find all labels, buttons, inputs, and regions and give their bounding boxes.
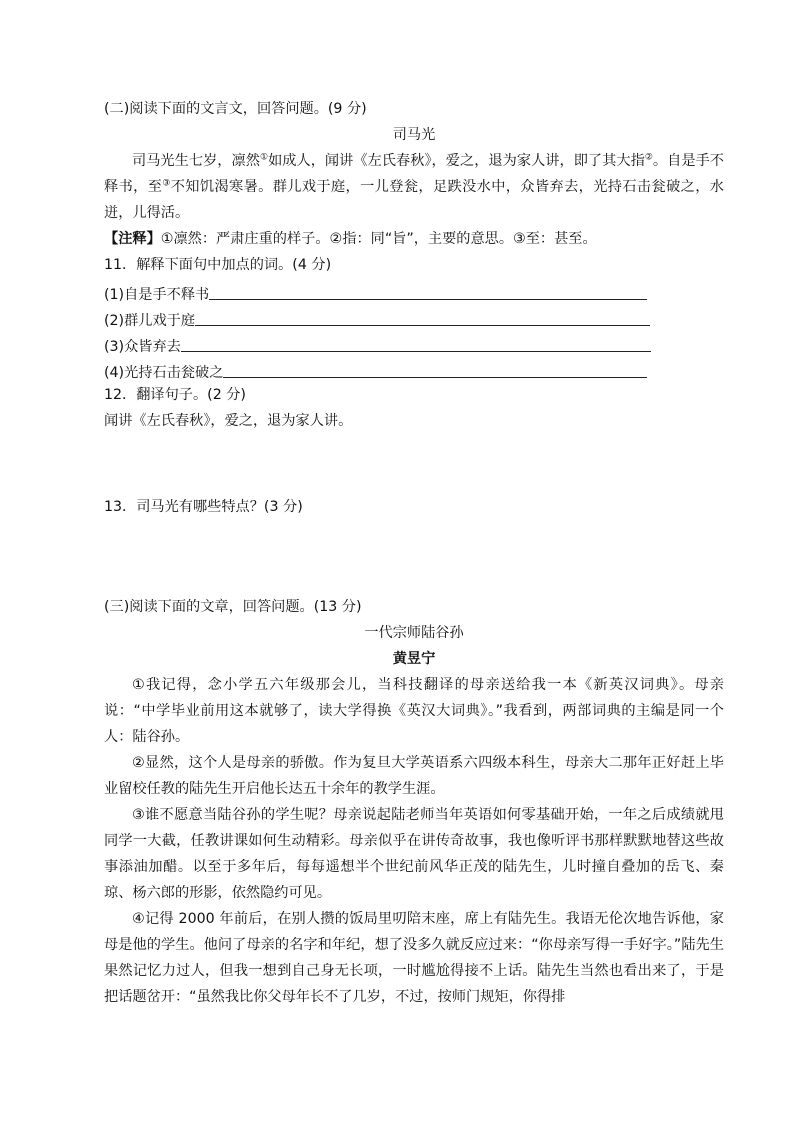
question-11: 11．解释下面句中加点的词。(4 分): [104, 257, 332, 273]
modern-passage: [104, 672, 724, 1010]
passage-paragraph: ③谁不愿意当陆谷孙的学生呢？母亲说起陆老师当年英语如何零基础开始，一年之后成绩就甩同学一大截，任教讲课如何生动精彩。母亲似乎在讲传奇故事，我也像听评书那样默默地替这些故事添油加醋。以至于多年后，每每遥想半个世纪前风华正茂的陆先生，儿时撞自叠加的岳飞、秦琼、杨六郎的形影，依然隐约可见。: [104, 807, 724, 901]
question-12: 12．翻译句子。(2 分): [104, 387, 246, 403]
passage-text: 瓮破之，水迸，儿得活。: [104, 179, 724, 221]
passage-text: 。自: [652, 153, 682, 169]
section3-author: 黄昱宁: [392, 651, 436, 667]
classical-passage: [104, 148, 724, 226]
passage-text: 是手不释书，至: [104, 153, 724, 195]
section2-heading: (二)阅读下面的文言文，回答问题。(9 分): [104, 101, 367, 117]
question-13: 13．司马光有哪些特点？(3 分): [104, 499, 303, 515]
q11-item-1: (1)自是手不释书: [104, 278, 724, 304]
annotation-tag: 【注释】: [104, 231, 161, 247]
answer-space: [104, 434, 724, 494]
passage-text: 不知饥渴寒暑。群儿戏于庭，一儿登瓮，足跌没水中，众皆弃去，光持石击: [170, 179, 652, 195]
passage-text: 司马光生七岁，凛然: [132, 153, 260, 169]
q11-item-2: (2)群儿戏于庭: [104, 304, 724, 330]
annotation-line: [104, 226, 724, 252]
answer-blank[interactable]: [195, 307, 650, 326]
footnote-marker-3: ③: [162, 178, 171, 189]
passage-text: 如成人，闻讲《左氏春秋》，爱之，退为家人讲，即了其大指: [268, 153, 645, 169]
annotation-text: ①凛然：严肃庄重的样子。②指：同“旨”，主要的意思。③至：甚至。: [160, 231, 597, 247]
passage-paragraph: ④记得 2000 年前后，在别人攒的饭局里叨陪末座，席上有陆先生。我语无伦次地告诉他，家母是他的学生。他问了母亲的名字和年纪，想了没多久就反应过来：“你母亲写得一手好字。”陆先生果然记忆力过人，但我一想到自己身无长项，一时尴尬得接不上话。陆先生当然也看出来了，于是把话题岔开：“虽然我比你父母年长不了几岁，不过，按师门规矩，你得排: [104, 911, 724, 1005]
answer-space: [104, 520, 724, 594]
passage-paragraph: ②显然，这个人是母亲的骄傲。作为复旦大学英语系六四级本科生，母亲大二那年正好赶上毕业留校任教的陆先生开启他长达五十余年的教学生涯。: [104, 755, 724, 797]
q11-item-3: (3)众皆弃去: [104, 330, 724, 356]
answer-blank[interactable]: [223, 359, 647, 378]
footnote-marker-1: ①: [259, 152, 269, 163]
q12-sentence: 闻讲《左氏春秋》，爱之，退为家人讲。: [104, 413, 353, 429]
document-page: [104, 96, 724, 1010]
footnote-marker-2: ②: [644, 152, 653, 163]
section3-heading: (三)阅读下面的文章，回答问题。(13 分): [104, 599, 362, 615]
passage-paragraph: ①我记得，念小学五六年级那会儿，当科技翻译的母亲送给我一本《新英汉词典》。母亲说：“中学毕业前用这本就够了，读大学得换《英汉大词典》。”我看到，两部词典的主编是同一个人：陆谷孙。: [104, 677, 724, 745]
answer-blank[interactable]: [181, 333, 651, 352]
section2-title: 司马光: [392, 127, 436, 143]
answer-blank[interactable]: [209, 281, 647, 300]
q11-item-4: (4)光持石击瓮破之: [104, 356, 724, 382]
section3-title: 一代宗师陆谷孙: [364, 625, 464, 641]
